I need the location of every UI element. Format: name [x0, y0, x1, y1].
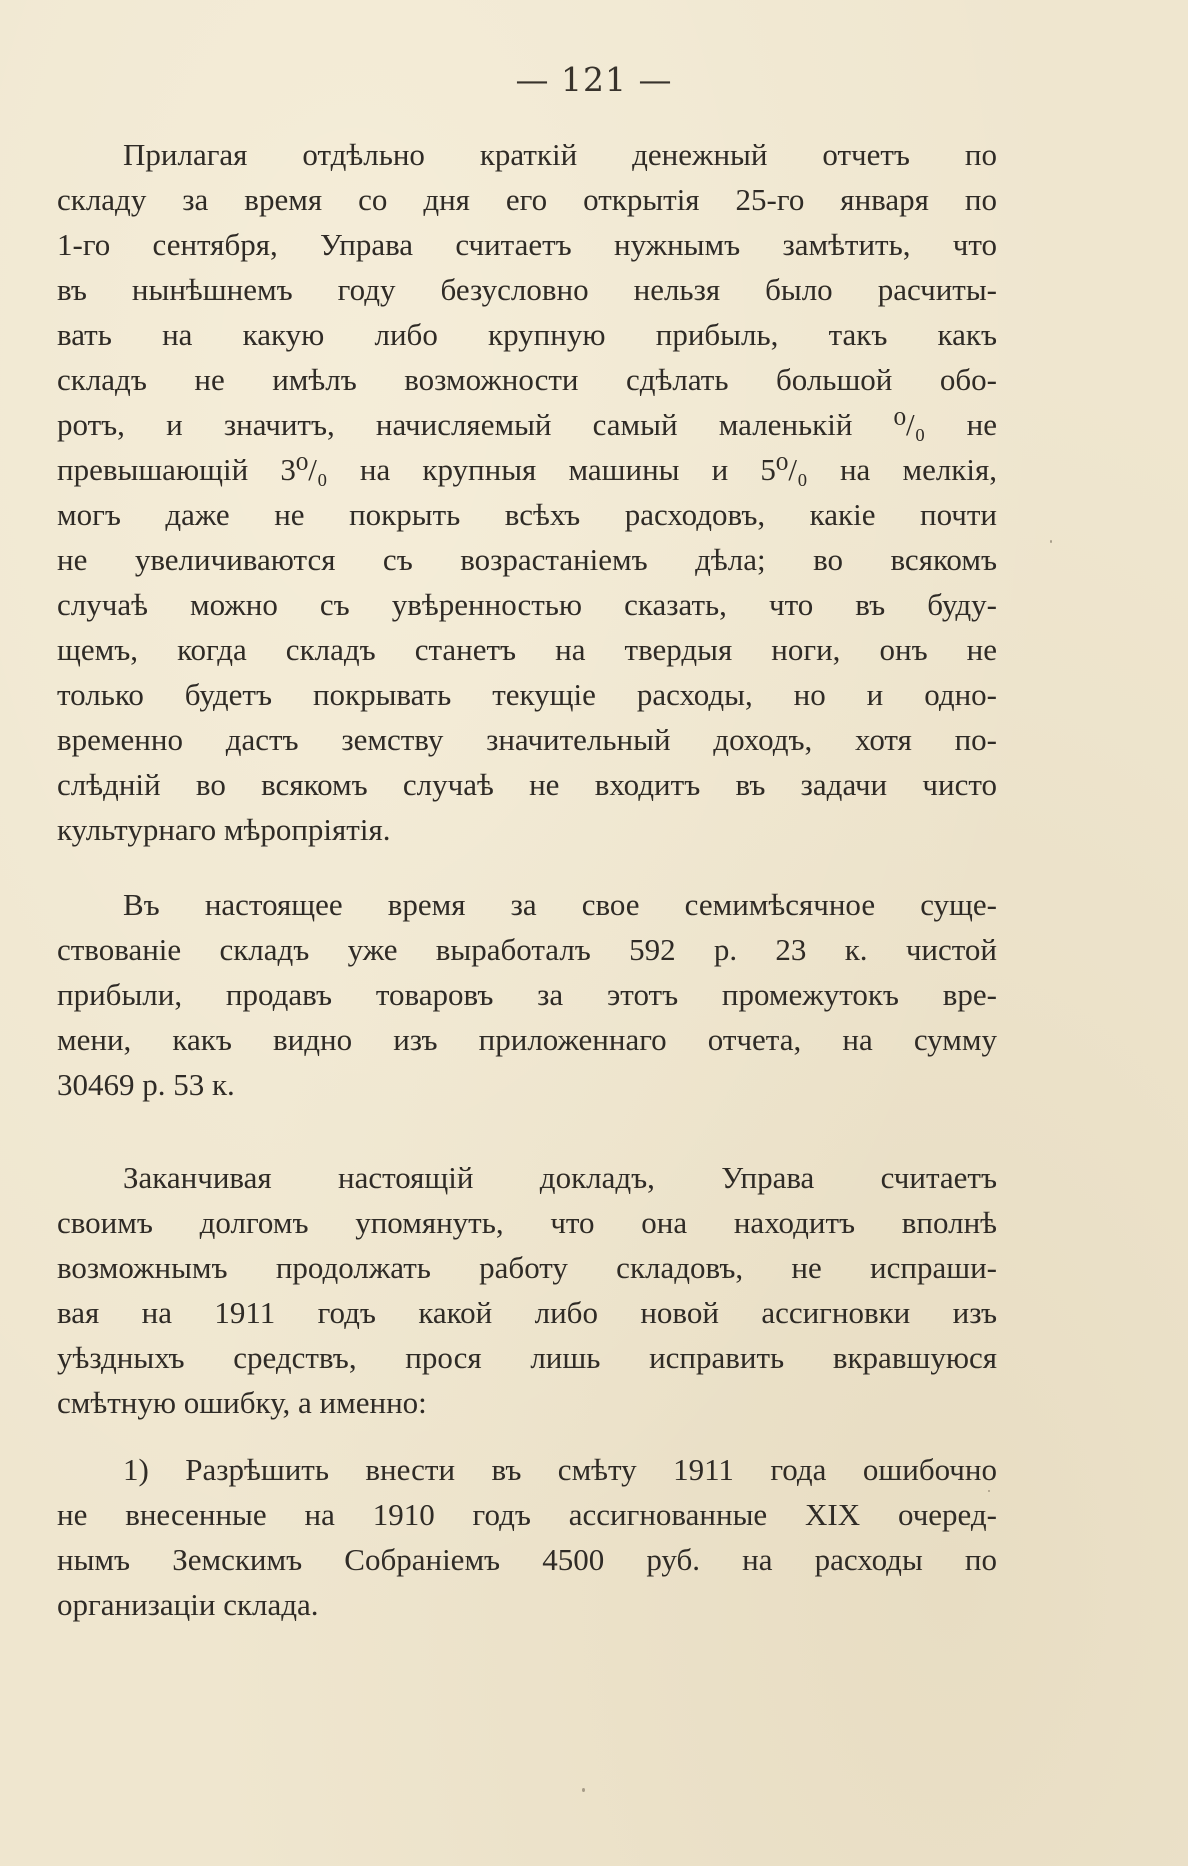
text-line: слѣдній во всякомъ случаѣ не входитъ въ задачи чисто: [57, 767, 997, 802]
text-line: своимъ долгомъ упомянуть, что она находитъ вполнѣ: [57, 1205, 997, 1240]
paragraph-1: [57, 132, 997, 852]
text-line: уѣздныхъ средствъ, прося лишь исправить вкравшуюся: [57, 1340, 997, 1375]
text-line: возможнымъ продолжать работу складовъ, не испраши-: [57, 1250, 997, 1285]
text-line: ротъ, и значитъ, начисляемый самый маленькій ⁰/₀ не: [57, 407, 997, 442]
text-line: культурнаго мѣропріятія.: [57, 812, 391, 847]
paper-speck: [1050, 540, 1052, 543]
text-line: нымъ Земскимъ Собраніемъ 4500 руб. на расходы по: [57, 1542, 997, 1577]
text-line: не внесенные на 1910 годъ ассигнованные XIX очеред-: [57, 1497, 997, 1532]
text-line: складъ не имѣлъ возможности сдѣлать большой обо-: [57, 362, 997, 397]
text-line: не увеличиваются съ возрастаніемъ дѣла; во всякомъ: [57, 542, 997, 577]
text-line: смѣтную ошибку, а именно:: [57, 1385, 427, 1420]
paper-speck: [582, 1788, 585, 1792]
paper-speck: [988, 1490, 990, 1492]
text-line: мени, какъ видно изъ приложеннаго отчета, на сумму: [57, 1022, 997, 1057]
paragraph-3: [57, 1155, 997, 1425]
text-line: складу за время со дня его открытія 25-го января по: [57, 182, 997, 217]
text-line: Въ настоящее время за свое семимѣсячное суще-: [123, 887, 997, 922]
text-line: Заканчивая настоящій докладъ, Управа считаетъ: [123, 1160, 997, 1195]
text-line: вать на какую либо крупную прибыль, такъ какъ: [57, 317, 997, 352]
text-line: только будетъ покрывать текущіе расходы, но и одно-: [57, 677, 997, 712]
paragraph-4: [57, 1447, 997, 1627]
text-line: Прилагая отдѣльно краткій денежный отчетъ по: [123, 137, 997, 172]
text-line: организаціи склада.: [57, 1587, 319, 1622]
text-line: ствованіе складъ уже выработалъ 592 р. 23 к. чистой: [57, 932, 997, 967]
paragraph-2: [57, 882, 997, 1107]
text-line: 1) Разрѣшить внести въ смѣту 1911 года ошибочно: [123, 1452, 997, 1487]
text-line: превышающій 3⁰/₀ на крупныя машины и 5⁰/₀ на мелкія,: [57, 452, 997, 487]
body-text: [57, 132, 997, 1627]
text-line: прибыли, продавъ товаровъ за этотъ промежутокъ вре-: [57, 977, 997, 1012]
text-line: могъ даже не покрыть всѣхъ расходовъ, какіе почти: [57, 497, 997, 532]
text-line: въ нынѣшнемъ году безусловно нельзя было расчиты-: [57, 272, 997, 307]
text-line: 30469 р. 53 к.: [57, 1067, 235, 1102]
text-line: 1-го сентября, Управа считаетъ нужнымъ замѣтить, что: [57, 227, 997, 262]
text-line: щемъ, когда складъ станетъ на твердыя ноги, онъ не: [57, 632, 997, 667]
text-line: временно дастъ земству значительный доходъ, хотя по-: [57, 722, 997, 757]
text-line: вая на 1911 годъ какой либо новой ассигновки изъ: [57, 1295, 997, 1330]
page-number: — 121 —: [515, 60, 673, 99]
text-line: случаѣ можно съ увѣренностью сказать, что въ буду-: [57, 587, 997, 622]
